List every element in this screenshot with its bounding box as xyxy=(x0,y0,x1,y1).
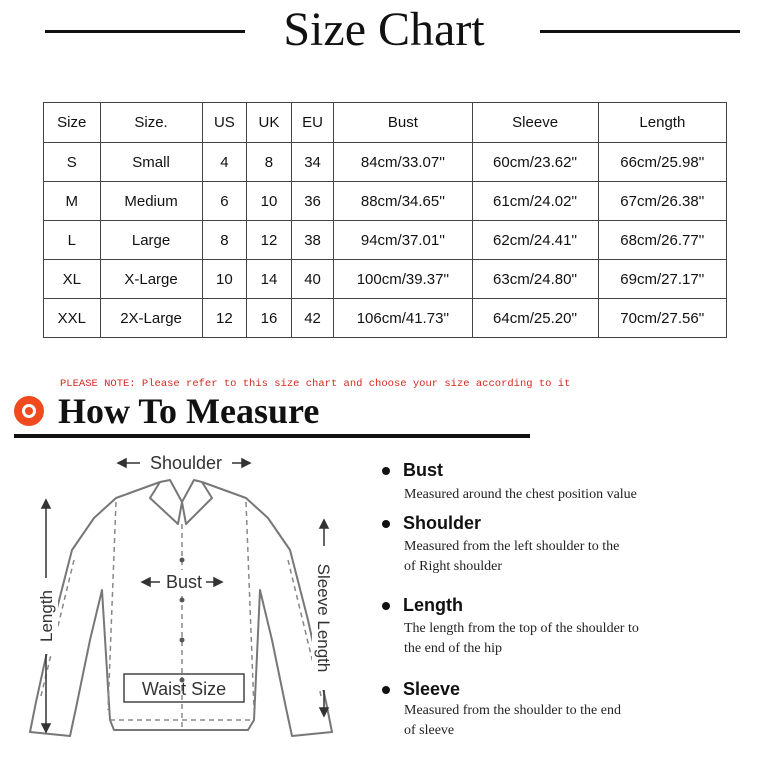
definition-title: Length xyxy=(403,595,463,615)
table-cell: 10 xyxy=(247,182,292,221)
table-row xyxy=(44,299,727,338)
table-cell: XL xyxy=(44,260,101,299)
table-cell: 68cm/26.77'' xyxy=(598,221,726,260)
definition-text: Measured from the left shoulder to the of Right shoulder xyxy=(404,539,620,574)
definition-title: Shoulder xyxy=(403,513,482,533)
table-cell: L xyxy=(44,221,101,260)
table-cell: 14 xyxy=(247,260,292,299)
heading-underline xyxy=(14,434,530,438)
table-cell: 100cm/39.37'' xyxy=(334,260,472,299)
table-cell: 70cm/27.56'' xyxy=(598,299,726,338)
definition-text: Measured around the chest position value xyxy=(404,487,637,502)
table-cell: 16 xyxy=(247,299,292,338)
table-cell: 88cm/34.65'' xyxy=(334,182,472,221)
bullet-icon xyxy=(382,602,390,610)
table-cell: 60cm/23.62'' xyxy=(472,143,598,182)
table-cell: 69cm/27.17'' xyxy=(598,260,726,299)
table-cell: Large xyxy=(100,221,202,260)
table-cell: 8 xyxy=(247,143,292,182)
diagram-label-bust: Bust xyxy=(165,572,203,592)
table-cell: 40 xyxy=(291,260,334,299)
table-row xyxy=(44,143,727,182)
table-cell: 38 xyxy=(291,221,334,260)
how-to-measure-heading: How To Measure xyxy=(58,391,320,431)
table-cell: 94cm/37.01'' xyxy=(334,221,472,260)
table-cell: 2X-Large xyxy=(100,299,202,338)
bullet-icon xyxy=(382,520,390,528)
table-cell: 12 xyxy=(247,221,292,260)
table-cell: XXL xyxy=(44,299,101,338)
bullet-icon xyxy=(382,686,390,694)
table-row xyxy=(44,182,727,221)
table-cell: 10 xyxy=(202,260,247,299)
table-header-row xyxy=(44,103,727,143)
table-cell: 36 xyxy=(291,182,334,221)
definition-text: Measured from the shoulder to the end of sleeve xyxy=(404,703,621,738)
bullet-icon xyxy=(382,467,390,475)
column-header: Bust xyxy=(334,103,472,143)
definition-text: The length from the top of the shoulder to the end of the hip xyxy=(404,621,639,656)
table-cell: 66cm/25.98'' xyxy=(598,143,726,182)
table-cell: 64cm/25.20'' xyxy=(472,299,598,338)
table-cell: 67cm/26.38'' xyxy=(598,182,726,221)
diagram-label-waist: Waist Size xyxy=(141,679,227,699)
table-cell: 34 xyxy=(291,143,334,182)
column-header: US xyxy=(202,103,247,143)
table-cell: M xyxy=(44,182,101,221)
table-cell: 62cm/24.41'' xyxy=(472,221,598,260)
definition-title: Sleeve xyxy=(403,679,461,699)
page-title: Size Chart xyxy=(283,3,485,56)
size-note: PLEASE NOTE: Please refer to this size chart and choose your size according to it xyxy=(60,378,571,390)
table-cell: 106cm/41.73'' xyxy=(334,299,472,338)
diagram-label-sleeve-length: Sleeve Length xyxy=(314,563,333,673)
column-header: UK xyxy=(247,103,292,143)
column-header: EU xyxy=(291,103,334,143)
shirt-measurement-diagram xyxy=(10,440,360,765)
diagram-label-length: Length xyxy=(37,590,56,642)
table-row xyxy=(44,221,727,260)
target-circle-icon xyxy=(14,396,44,426)
column-header: Length xyxy=(598,103,726,143)
table-cell: 12 xyxy=(202,299,247,338)
column-header: Size. xyxy=(100,103,202,143)
diagram-label-shoulder: Shoulder xyxy=(149,453,223,473)
size-chart-header xyxy=(0,0,768,62)
table-cell: 61cm/24.02'' xyxy=(472,182,598,221)
table-cell: X-Large xyxy=(100,260,202,299)
table-cell: S xyxy=(44,143,101,182)
column-header: Size xyxy=(44,103,101,143)
table-cell: 84cm/33.07'' xyxy=(334,143,472,182)
definition-title: Bust xyxy=(403,460,443,480)
table-cell: 6 xyxy=(202,182,247,221)
table-cell: 4 xyxy=(202,143,247,182)
table-cell: 8 xyxy=(202,221,247,260)
title-rule-right xyxy=(540,30,740,33)
table-cell: Medium xyxy=(100,182,202,221)
table-cell: 42 xyxy=(291,299,334,338)
table-cell: Small xyxy=(100,143,202,182)
table-row xyxy=(44,260,727,299)
size-table xyxy=(43,102,727,338)
table-cell: 63cm/24.80'' xyxy=(472,260,598,299)
column-header: Sleeve xyxy=(472,103,598,143)
